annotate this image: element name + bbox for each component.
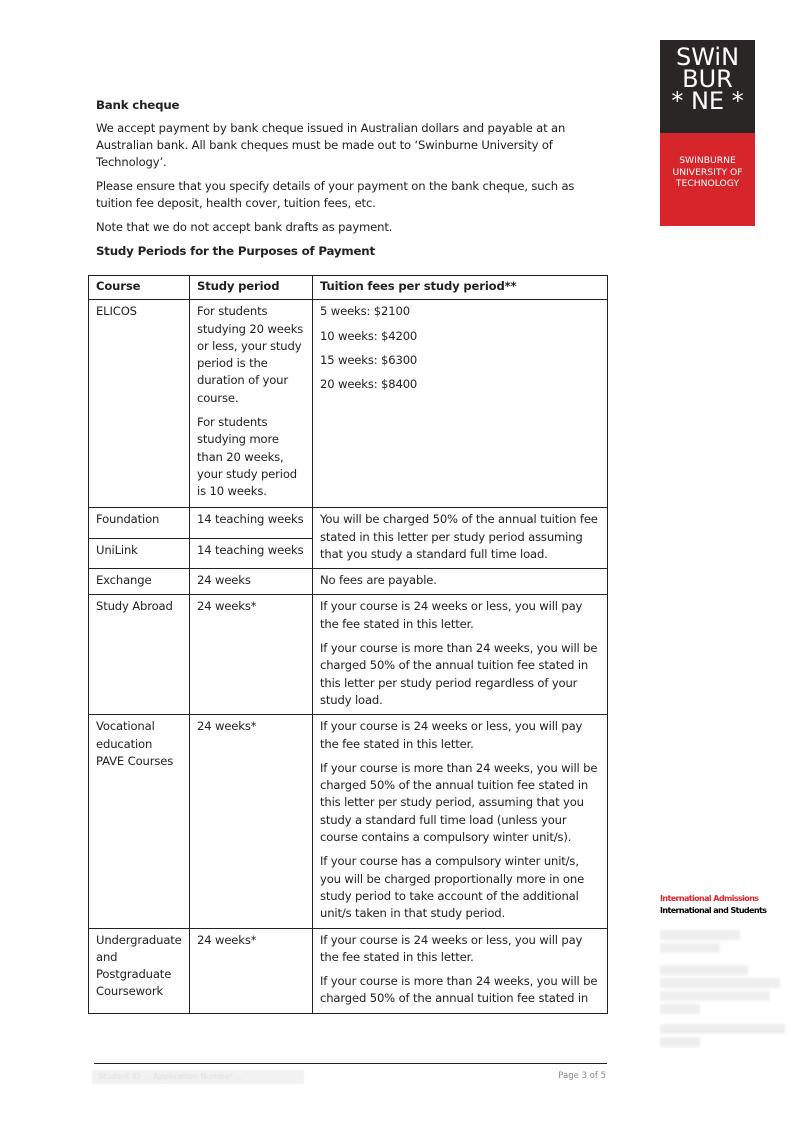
redacted-cricos: [660, 1024, 785, 1034]
cell-fees: [313, 715, 608, 928]
cell-course: UniLink: [89, 538, 190, 568]
footer-divider: [94, 1063, 607, 1064]
sender-contact-block: [660, 893, 794, 1050]
redacted-email: [660, 978, 780, 988]
logo-name-line-1: SWINBURNE: [679, 155, 736, 166]
cell-fees: No fees are payable.: [313, 569, 608, 595]
cell-text: For students studying 20 weeks or less, your study period is the duration of your course.: [197, 304, 304, 405]
cell-text: 10 weeks: $4200: [320, 328, 418, 343]
logo-name-line-3: TECHNOLOGY: [675, 178, 740, 189]
cell-text: 15 weeks: $6300: [320, 352, 418, 367]
cell-text: If your course is more than 24 weeks, you will be charged 50% of the annual tuition fee stated in this letter per study period regardless of your study load.: [320, 641, 598, 707]
table-row: [89, 595, 608, 715]
table-row: [89, 569, 608, 595]
table-header-row: [89, 276, 608, 300]
logo-line-1: SWiN: [675, 43, 740, 71]
cell-text: For students studying more than 20 weeks, your study period is 10 weeks.: [197, 415, 297, 499]
bank-cheque-paragraph: Note that we do not accept bank drafts as payment.: [96, 220, 393, 234]
office-name: International Admissions: [660, 894, 759, 903]
department-name: International and Students: [660, 906, 767, 915]
logo-name-line-2: UNIVERSITY OF: [672, 166, 743, 178]
cell-period: [190, 300, 313, 508]
cell-period: 24 weeks: [190, 569, 313, 595]
table-row: [89, 508, 608, 538]
cell-course: Undergraduate and Postgraduate Coursework: [89, 928, 190, 1013]
cell-period: 24 weeks*: [190, 928, 313, 1013]
study-periods-table: [88, 275, 608, 1014]
cell-fees: [313, 928, 608, 1013]
page-number: Page 3 of 5: [558, 1071, 606, 1081]
logo-line-3: * NE *: [671, 87, 744, 115]
cell-course: Vocational education PAVE Courses: [89, 715, 190, 928]
redacted-address: [660, 930, 740, 940]
bank-cheque-section: [96, 97, 611, 266]
cell-fees: [313, 595, 608, 715]
column-header-study-period: Study period: [190, 276, 313, 300]
cell-course: Study Abroad: [89, 595, 190, 715]
redacted-phone: [660, 965, 748, 975]
column-header-tuition-fees: Tuition fees per study period**: [313, 276, 608, 300]
study-periods-heading: Study Periods for the Purposes of Payment: [96, 244, 375, 258]
cell-period: 24 weeks*: [190, 595, 313, 715]
bank-cheque-paragraph: We accept payment by bank cheque issued in Australian dollars and payable at an Australian bank. All bank cheques must be made out to ‘Swinburne University of Technology’.: [96, 121, 566, 169]
cell-course: ELICOS: [89, 300, 190, 508]
table-row: [89, 715, 608, 928]
logo-wordmark: [660, 40, 755, 133]
cell-text: If your course is more than 24 weeks, you will be charged 50% of the annual tuition fee stated in: [320, 974, 598, 1006]
cell-text: If your course is more than 24 weeks, you will be charged 50% of the annual tuition fee stated in this letter per study period, assuming that you study a standard full time load (unless your course contains a compulsory winter unit/s).: [320, 760, 598, 845]
redacted-cricos: [660, 1037, 700, 1047]
bank-cheque-heading: Bank cheque: [96, 98, 180, 112]
table-row: [89, 300, 608, 508]
redacted-website: [660, 1004, 700, 1014]
cell-period: 24 weeks*: [190, 715, 313, 928]
cell-text: If your course is 24 weeks or less, you will pay the fee stated in this letter.: [320, 719, 583, 751]
table-row: [89, 928, 608, 1013]
cell-text: If your course is 24 weeks or less, you will pay the fee stated in this letter.: [320, 599, 583, 631]
bank-cheque-paragraph: Please ensure that you specify details of your payment on the bank cheque, such as tuition fee deposit, health cover, tuition fees, etc.: [96, 179, 575, 210]
column-header-course: Course: [89, 276, 190, 300]
cell-course: Exchange: [89, 569, 190, 595]
cell-text: 20 weeks: $8400: [320, 377, 418, 392]
cell-fees: You will be charged 50% of the annual tuition fee stated in this letter per study period assuming that you study a standard full time load.: [313, 508, 608, 569]
footer-student-id: Student ID ... Application Number ...: [92, 1070, 304, 1084]
logo-university-name: [660, 133, 755, 226]
redacted-address: [660, 943, 720, 953]
cell-course: Foundation: [89, 508, 190, 538]
cell-text: 5 weeks: $2100: [320, 304, 410, 319]
cell-text: If your course has a compulsory winter unit/s, you will be charged proportionally more in one study period to take account of the additional unit/s taken in that study period.: [320, 854, 585, 921]
cell-text: If your course is 24 weeks or less, you will pay the fee stated in this letter.: [320, 932, 583, 964]
logo-line-2: BUR: [682, 65, 733, 93]
cell-fees: [313, 300, 608, 508]
redacted-website: [660, 991, 770, 1001]
cell-period: 14 teaching weeks: [190, 508, 313, 538]
swinburne-logo: [660, 40, 755, 226]
cell-period: 14 teaching weeks: [190, 538, 313, 568]
